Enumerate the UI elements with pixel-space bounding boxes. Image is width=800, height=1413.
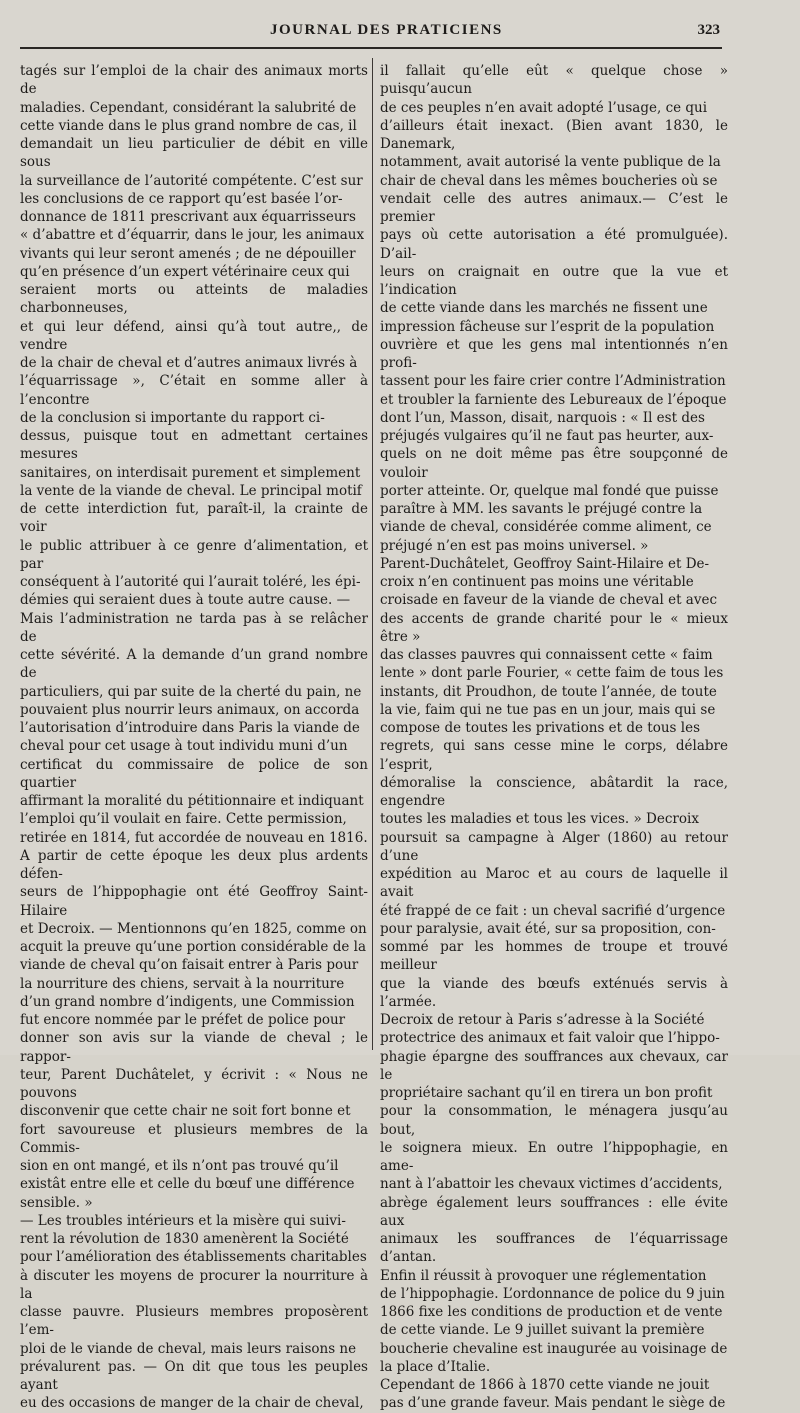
paragraph: Cependant de 1866 à 1870 cette viande ne jouit pas d’une grande faveur. Mais pendant le siège de (380, 1377, 726, 1412)
page-header (20, 22, 720, 46)
paragraph: Enfin il réussit à provoquer une réglementation de l’hippophagie. L’ordonnance de police du 9 juin 1866 fixe les conditions de production et de vente de cette viande. Le 9 juillet suivant la première boucherie chevaline est inaugurée au voisinage de la place d’Italie. (380, 1267, 728, 1375)
paragraph: tagés sur l’emploi de la chair des animaux morts de maladies. Cependant, considérant la salubrité de cette viande dans le plus grand nombre de cas, il demandait un lieu particulier de débit en ville sous la surveillance de l’autorité compétente. C’est sur les conclusions de ce rapport qu’est basée l’or- donnance de 1811 prescrivant aux équarrisseurs « d’abattre et d’équarrir, dans le jour, les animaux vivants qui leur seront amenés ; de ne dépouiller qu’en présence d’un expert vétérinaire ceux qui seraient morts ou atteints de maladies charbonneuses, et qui leur défend, ainsi qu’à tout autre,, de vendre de la chair de cheval et d’autres animaux livrés à l’équarrissage », C’était en somme aller à l’encontre de la conclusion si importante du rapport ci- dessus, puisque tout en admettant certaines mesures sanitaires, on interdisait purement et simplement la vente de la viande de cheval. Le principal motif de cette interdiction fut, paraît-il, la crainte de voir le public attribuer à ce genre d’alimentation, et par conséquent à l’autorité qui l’aurait toléré, les épi- démies qui seraient dues à toute autre cause. — Mais l’administration ne tarda pas à se relâcher de cette sévérité. A la demande d’un grand nombre de particuliers, qui par suite de la cherté du pain, ne pouvaient plus nourrir leurs animaux, on accorda l’autorisation d’introduire dans Paris la viande de cheval pour cet usage à tout individu muni d’un certificat du commissaire de police de son quartier affirmant la moralité du pétitionnaire et indiquant l’emploi qu’il voulait en faire. Cette permission, retirée en 1814, fut accordée de nouveau en 1816. A partir de cette époque les deux plus ardents défen- seurs de l’hippophagie ont été Geoffroy Saint-Hilaire et Decroix. — Mentionnons qu’en 1825, comme on acquit la preuve qu’une portion considérable de la viande de cheval qu’on faisait entrer à Paris pour la nourriture des chiens, servait à la nourriture d’un grand nombre d’indigents, une Commission fut encore nommée par le préfet de police pour donner son avis sur la viande de cheval ; le rappor- teur, Parent Duchâtelet, y écrivit : « Nous ne pouvons disconvenir que cette chair ne soit fort bonne et fort savoureuse et plusieurs membres de la Commis- sion en ont mangé, et ils n’ont pas trouvé qu’il existât entre elle et celle du bœuf une différence sensible. » (20, 63, 368, 1211)
running-title: JOURNAL DES PRATICIENS (270, 22, 503, 38)
left-column (20, 62, 368, 1413)
paragraph: Parent-Duchâtelet, Geoffroy Saint-Hilaire et De- croix n’en continuent pas moins une véritable croisade en faveur de la viande de cheval et avec des accents de grande charité pour le « mieux être » das classes pauvres qui connaissent cette « faim lente » dont parle Fourier, « cette faim de tous les instants, dit Proudhon, de toute l’année, de toute la vie, faim qui ne tue pas en un jour, mais qui se compose de toutes les privations et de tous les regrets, qui sans cesse mine le corps, délabre l’esprit, démoralise la conscience, abâtardit la race, engendre toutes les maladies et tous les vices. » Decroix poursuit sa campagne à Alger (1860) au retour d’une expédition au Maroc et au cours de laquelle il avait été frappé de ce fait : un cheval sacrifié d’urgence pour paralysie, avait été, sur sa proposition, con- sommé par les hommes de troupe et trouvé meilleur que la viande des bœufs exténués servis à l’armée. Decroix de retour à Paris s’adresse à la Société protectrice des animaux et fait valoir que l’hippo- phagie épargne des souffrances aux chevaux, car le propriétaire sachant qu’il en tirera un bon profit pour la consommation, le ménagera jusqu’au bout, le soignera mieux. En outre l’hippophagie, en ame- nant à l’abattoir les chevaux victimes d’accidents, abrège également leurs souffrances : elle évite aux animaux les souffrances de l’équarrissage d’antan. (380, 555, 728, 1266)
column-divider (372, 58, 373, 1050)
page-number: 323 (697, 22, 720, 38)
paragraph: il fallait qu’elle eût « quelque chose » puisqu’aucun de ces peuples n’en avait adopté l’usage, ce qui d’ailleurs était inexact. (Bien avant 1830, le Danemark, notamment, avait autorisé la vente publique de la chair de cheval dans les mêmes boucheries où se vendait celle des autres animaux.— C’est le premier pays où cette autorisation a été promulguée). D’ail- leurs on craignait en outre que la vue et l’indication de cette viande dans les marchés ne fissent une impression fâcheuse sur l’esprit de la population ouvrière et que les gens mal intentionnés n’en profi- tassent pour les faire crier contre l’Administration et troubler la farniente des Lebureaux de l’époque dont l’un, Masson, disait, narquois : « Il est des préjugés vulgaires qu’il ne faut pas heurter, aux- quels on ne doit même pas être soupçonné de vouloir porter atteinte. Or, quelque mal fondé que puisse paraître à MM. les savants le préjugé contre la viande de cheval, considérée comme aliment, ce préjugé n’en est pas moins universel. » (380, 63, 728, 554)
right-column (380, 62, 728, 1413)
paragraph: — Les troubles intérieurs et la misère qui suivi- rent la révolution de 1830 amenèrent la Société pour l’amélioration des établissements charitables à discuter les moyens de procurer la nourriture à la classe pauvre. Plusieurs membres proposèrent l’em- ploi de le viande de cheval, mais leurs raisons ne prévalurent pas. — On dit que tous les peuples ayant eu des occasions de manger de la chair de cheval, (20, 1212, 368, 1412)
header-rule (20, 47, 722, 49)
